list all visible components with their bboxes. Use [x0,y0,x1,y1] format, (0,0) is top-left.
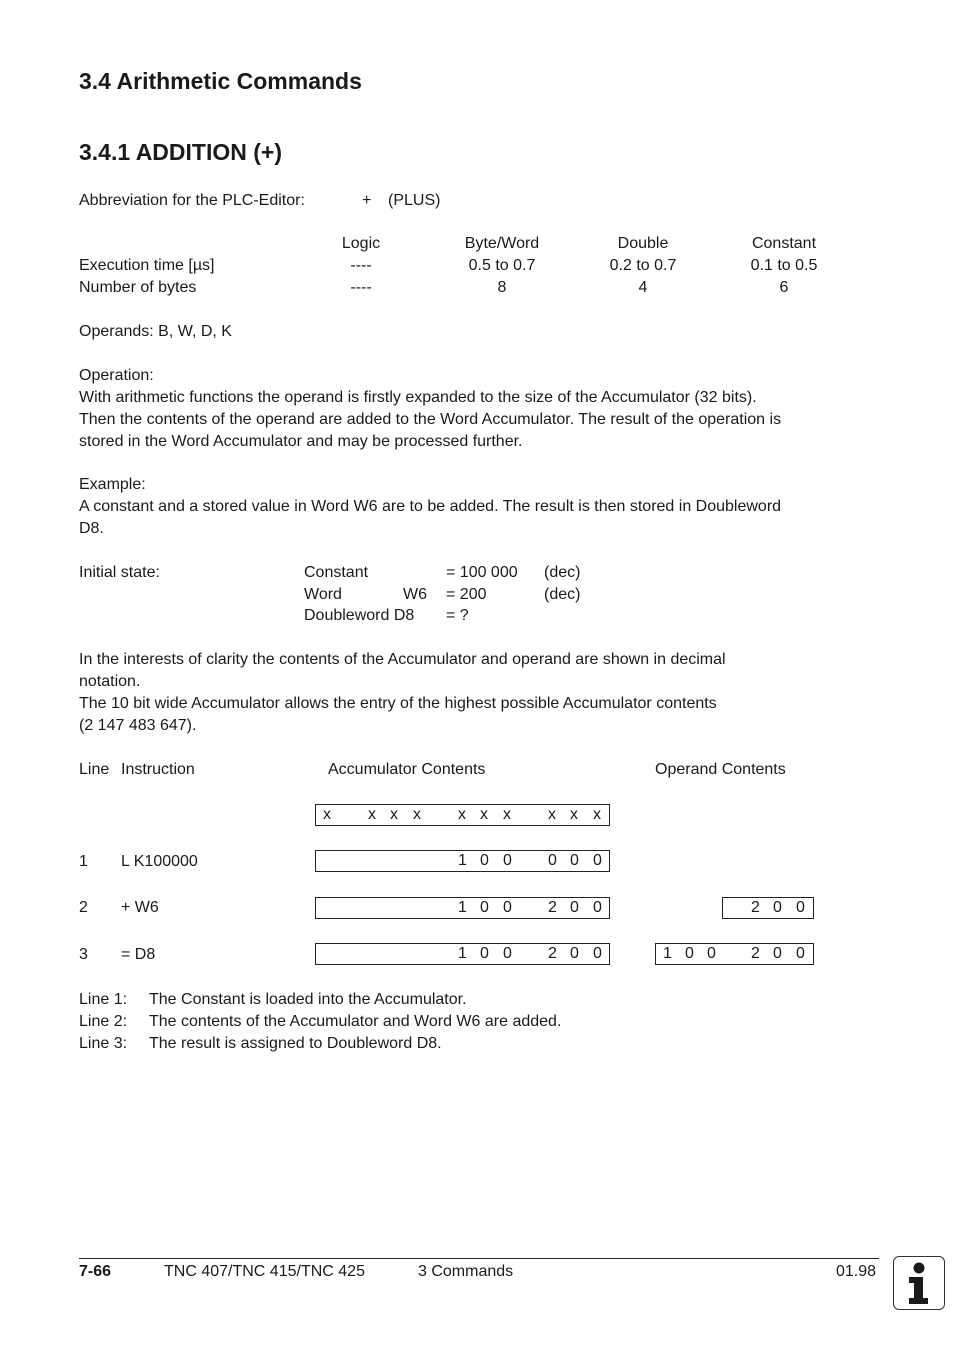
note-text: The result is assigned to Doubleword D8. [149,1035,442,1052]
note-label: Line 3: [79,1035,128,1052]
digit: 0 [685,945,694,962]
note-text: The Constant is loaded into the Accumulator. [149,991,467,1008]
bit-placeholder: x [480,806,488,823]
digit: 0 [796,945,805,962]
footer-rule [79,1258,879,1259]
digit: 1 [458,852,467,869]
accumulator-box [315,897,610,919]
bit-placeholder: x [570,806,578,823]
digit: 0 [593,945,602,962]
operation-line: Then the contents of the operand are added to the Word Accumulator. The result of the operation is [79,411,782,428]
digit: 0 [503,899,512,916]
header-accumulator: Accumulator Contents [328,761,486,778]
example-line: A constant and a stored value in Word W6 are to be added. The result is then stored in Doubleword [79,498,782,515]
operand-box [722,897,814,919]
operation-paragraph [79,365,879,453]
digit: 1 [663,945,672,962]
table-cell: ---- [350,257,372,274]
clarity-paragraph [79,649,879,737]
table-cell: ---- [350,279,372,296]
footer-chapter: 3 Commands [418,1263,514,1280]
state-value: = 200 [446,586,487,603]
digit: 0 [570,945,579,962]
example-paragraph [79,474,879,540]
state-unit: (dec) [544,564,581,581]
digit: 0 [570,852,579,869]
table-cell: 8 [497,279,507,296]
digit: 0 [707,945,716,962]
state-value: = 100 000 [446,564,518,581]
operands-text: Operands: B, W, D, K [79,323,232,340]
row-line-number: 1 [79,853,88,870]
header-line: Line [79,761,110,778]
col-header: Constant [751,235,817,252]
operation-line: stored in the Word Accumulator and may be processed further. [79,433,523,450]
accumulator-box [315,943,610,965]
table-cell: 0.2 to 0.7 [609,257,677,274]
row-label: Number of bytes [79,279,197,296]
note-label: Line 1: [79,991,128,1008]
note-label: Line 2: [79,1013,128,1030]
bit-placeholder: x [503,806,511,823]
footer-model: TNC 407/TNC 415/TNC 425 [164,1263,365,1280]
bit-placeholder: x [368,806,376,823]
digit: 2 [751,945,760,962]
header-operand: Operand Contents [655,761,786,778]
bit-placeholder: x [413,806,421,823]
digit: 2 [751,899,760,916]
initial-state-label: Initial state: [79,564,160,581]
state-unit: (dec) [544,586,581,603]
digit: 0 [480,899,489,916]
col-header: Byte/Word [464,235,540,252]
table-cell: 6 [779,279,789,296]
digit: 0 [773,899,782,916]
digit: 0 [503,945,512,962]
table-cell: 0.5 to 0.7 [468,257,536,274]
clarity-line: The 10 bit wide Accumulator allows the entry of the highest possible Accumulator contents [79,695,717,712]
row-instruction: + W6 [121,899,159,916]
clarity-line: notation. [79,673,141,690]
row-instruction: = D8 [121,946,156,963]
digit: 0 [503,852,512,869]
digit: 0 [480,945,489,962]
bit-placeholder: x [548,806,556,823]
operation-label: Operation: [79,367,154,384]
digit: 0 [796,899,805,916]
digit: 2 [548,945,557,962]
row-instruction: L K100000 [121,853,198,870]
operation-line: With arithmetic functions the operand is firstly expanded to the size of the Accumulator (32 bits). [79,389,757,406]
table-cell: 0.1 to 0.5 [750,257,818,274]
state-name: Constant [304,564,369,581]
info-icon-glyph [894,1257,943,1308]
clarity-line: (2 147 483 647). [79,717,197,734]
col-header: Double [617,235,669,252]
abbrev-label: Abbreviation for the PLC-Editor: [79,192,305,209]
abbrev-symbol: + [362,192,372,209]
digit: 0 [593,852,602,869]
digit: 0 [548,852,557,869]
digit: 2 [548,899,557,916]
state-name: Word [304,586,342,603]
bit-placeholder: x [390,806,398,823]
row-line-number: 3 [79,946,88,963]
footer-date: 01.98 [836,1263,877,1280]
digit: 0 [593,899,602,916]
state-value: = ? [446,607,469,624]
state-name: Doubleword D8 [304,607,415,624]
digit: 0 [570,899,579,916]
table-cell: 4 [638,279,648,296]
example-label: Example: [79,476,146,493]
bit-placeholder: x [458,806,466,823]
header-instruction: Instruction [121,761,195,778]
digit: 0 [773,945,782,962]
page-number: 7-66 [79,1263,112,1280]
operand-box [655,943,814,965]
section-heading: 3.4 Arithmetic Commands [79,68,362,94]
clarity-line: In the interests of clarity the contents of the Accumulator and operand are shown in decimal [79,651,726,668]
col-header: Logic [341,235,381,252]
row-label: Execution time [µs] [79,257,215,274]
digit: 1 [458,945,467,962]
bit-placeholder: x [323,806,331,823]
digit: 0 [480,852,489,869]
example-line: D8. [79,520,104,537]
accumulator-template-box [315,804,610,826]
bit-placeholder: x [593,806,601,823]
subsection-heading: 3.4.1 ADDITION (+) [79,139,282,165]
note-text: The contents of the Accumulator and Word W6 are added. [149,1013,562,1030]
row-line-number: 2 [79,899,88,916]
info-icon [893,1256,945,1310]
accumulator-box [315,850,610,872]
state-operand: W6 [403,586,427,603]
abbrev-name: (PLUS) [388,192,441,209]
digit: 1 [458,899,467,916]
